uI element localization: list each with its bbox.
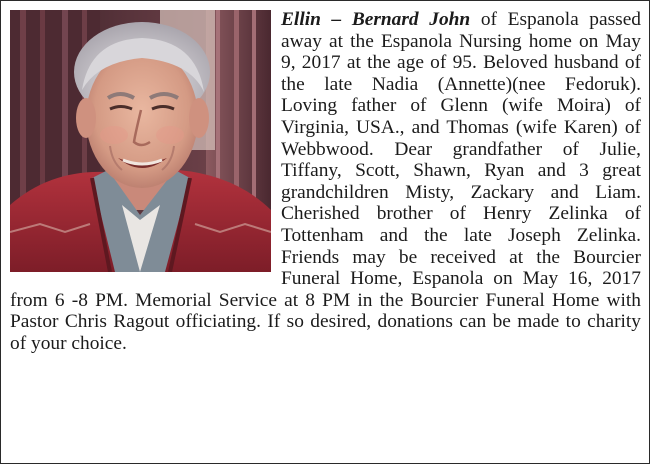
portrait-photo-image (10, 10, 271, 272)
obituary-body: of Espanola passed away at the Espanola Nursing home on May 9, 2017 at the age of 95. Beloved husband of the late Nadia (Annette)(nee Fedoruk). Loving father of Glenn (wife Moira) of Virginia, USA., and Thomas (wife Karen) of Webbwood. Dear grandfather of Julie, Tiffany, Scott, Shawn, Ryan and 3 great grandchildren Misty, Zackary and Liam. Cherished brother of Henry Zelinka of Tottenham and the late Joseph Zelinka. Friends may be received at the Bourcier Funeral Home, Espanola on May 16, 2017 from 6 -8 PM. Memorial Service at 8 PM in the Bourcier Funeral Home with Pastor Chris Ragout officiating. If so desired, donations can be made to charity of your choice. (10, 9, 642, 354)
portrait-photo (10, 10, 271, 272)
deceased-name: Ellin – Bernard John (281, 9, 471, 30)
